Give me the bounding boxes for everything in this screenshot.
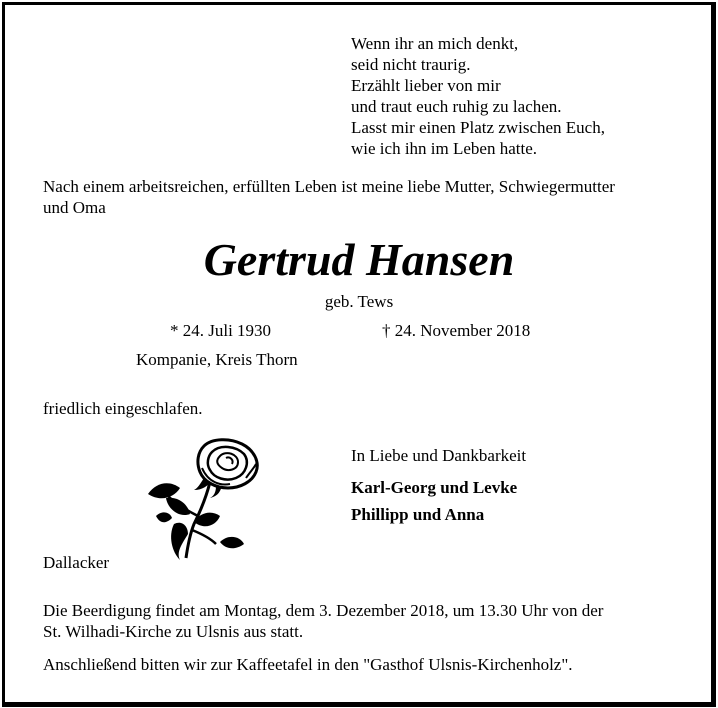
mourners-line-2: Phillipp und Anna	[351, 505, 485, 524]
intro-line-1: Nach einem arbeitsreichen, erfüllten Leben ist meine liebe Mutter, Schwiegermutter	[43, 177, 615, 196]
funeral-line-1: Die Beerdigung findet am Montag, dem 3. Dezember 2018, um 13.30 Uhr von der	[43, 601, 604, 620]
funeral-line-3: Anschließend bitten wir zur Kaffeetafel in den "Gasthof Ulsnis-Kirchenholz".	[43, 655, 573, 674]
birthplace: Kompanie, Kreis Thorn	[136, 350, 298, 369]
passed-text: friedlich eingeschlafen.	[43, 399, 203, 418]
birth-date: * 24. Juli 1930	[170, 321, 272, 340]
poem	[351, 33, 605, 159]
poem-line: Erzählt lieber von mir	[351, 76, 501, 95]
death-date: † 24. November 2018	[382, 321, 531, 340]
poem-line: und traut euch ruhig zu lachen.	[351, 97, 562, 116]
poem-line: seid nicht traurig.	[351, 55, 471, 74]
rose-icon	[146, 438, 264, 560]
poem-line: Lasst mir einen Platz zwischen Euch,	[351, 118, 605, 137]
intro-line-2: und Oma	[43, 198, 106, 217]
funeral-line-2: St. Wilhadi-Kirche zu Ulsnis aus statt.	[43, 622, 304, 641]
birth-name: geb. Tews	[324, 292, 394, 311]
poem-line: wie ich ihn im Leben hatte.	[351, 139, 537, 158]
mourners-line-1: Karl-Georg und Levke	[351, 478, 518, 497]
place: Dallacker	[43, 553, 110, 572]
deceased-name: Gertrud Hansen	[203, 234, 515, 285]
poem-line: Wenn ihr an mich denkt,	[351, 34, 519, 53]
mourners-intro: In Liebe und Dankbarkeit	[351, 446, 527, 465]
